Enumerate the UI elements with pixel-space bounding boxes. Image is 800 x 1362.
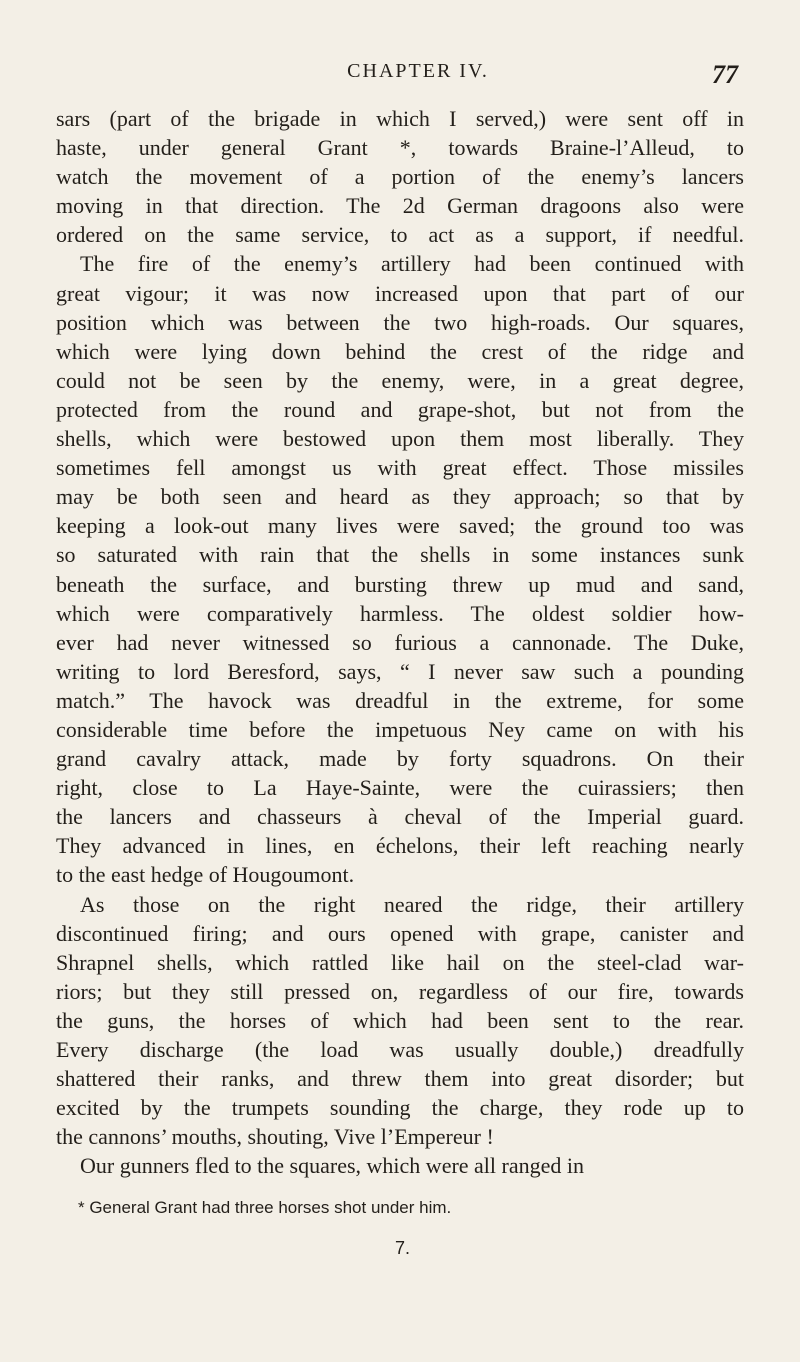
page-number: 77 <box>712 60 738 89</box>
text-line: discontinued firing; and ours opened with grape, canister and <box>56 920 744 946</box>
text-line: grand cavalry attack, made by forty squadrons. On their <box>56 746 744 772</box>
footnote: * General Grant had three horses shot under him. <box>78 1198 452 1217</box>
text-line: may be both seen and heard as they approach; so that by <box>56 484 744 510</box>
running-header <box>98 60 738 92</box>
text-line: to the east hedge of Hougoumont. <box>56 862 355 888</box>
text-line: ever had never witnessed so furious a cannonade. The Duke, <box>56 629 744 655</box>
text-line: sometimes fell amongst us with great effect. Those missiles <box>56 455 744 481</box>
text-line: As those on the right neared the ridge, their artillery <box>80 891 744 917</box>
text-line: haste, under general Grant *, towards Braine-l’Alleud, to <box>56 135 744 161</box>
text-line: moving in that direction. The 2d German dragoons also were <box>56 193 744 219</box>
text-line: Shrapnel shells, which rattled like hail on the steel-clad war- <box>56 949 744 975</box>
text-line: which were comparatively harmless. The oldest soldier how- <box>56 600 744 626</box>
text-line: sars (part of the brigade in which I served,) were sent off in <box>56 106 744 131</box>
text-line: shells, which were bestowed upon them most liberally. They <box>56 426 744 452</box>
text-line: great vigour; it was now increased upon that part of our <box>56 280 744 306</box>
text-line: Our gunners fled to the squares, which were all ranged in <box>80 1153 585 1179</box>
text-line: the cannons’ mouths, shouting, Vive l’Empereur ! <box>56 1124 494 1150</box>
text-line: The fire of the enemy’s artillery had been continued with <box>80 251 744 277</box>
text-line: Every discharge (the load was usually double,) dreadfully <box>56 1037 744 1062</box>
text-line: so saturated with rain that the shells in some instances sunk <box>56 542 744 568</box>
text-line: writing to lord Beresford, says, “ I never saw such a pounding <box>56 658 744 684</box>
text-line: the guns, the horses of which had been sent to the rear. <box>56 1007 744 1033</box>
text-line: shattered their ranks, and threw them into great disorder; but <box>56 1066 744 1092</box>
text-line: ordered on the same service, to act as a support, if needful. <box>56 222 744 248</box>
body-text <box>56 104 744 1180</box>
text-line: right, close to La Haye-Sainte, were the cuirassiers; then <box>56 775 744 801</box>
text-line: the lancers and chasseurs à cheval of the Imperial guard. <box>56 804 744 830</box>
text-line: which were lying down behind the crest of the ridge and <box>56 338 744 364</box>
text-line: riors; but they still pressed on, regardless of our fire, towards <box>56 978 744 1004</box>
text-line: They advanced in lines, en échelons, their left reaching nearly <box>56 833 744 859</box>
text-line: beneath the surface, and bursting threw up mud and sand, <box>56 571 744 597</box>
text-line: keeping a look-out many lives were saved; the ground too was <box>56 513 744 539</box>
chapter-heading: CHAPTER IV. <box>347 60 489 82</box>
text-line: position which was between the two high-roads. Our squares, <box>56 309 744 335</box>
text-line: watch the movement of a portion of the enemy’s lancers <box>56 164 744 190</box>
text-line: excited by the trumpets sounding the charge, they rode up to <box>56 1095 744 1121</box>
text-line: could not be seen by the enemy, were, in a great degree, <box>56 367 744 393</box>
text-line: match.” The havock was dreadful in the extreme, for some <box>56 687 744 713</box>
signature-mark: 7. <box>395 1238 411 1258</box>
text-line: protected from the round and grape-shot, but not from the <box>56 396 744 422</box>
text-line: considerable time before the impetuous Ney came on with his <box>56 716 744 742</box>
